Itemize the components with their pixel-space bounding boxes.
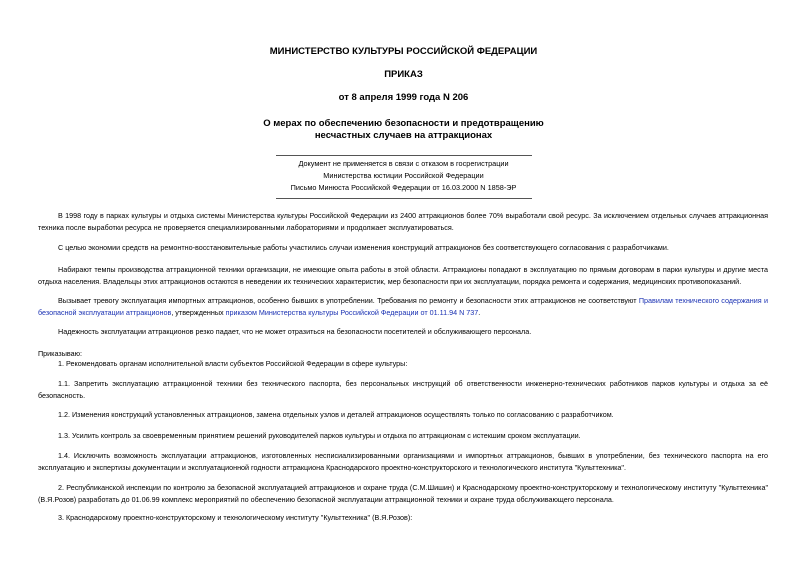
note-line-3: Письмо Минюста Российской Федерации от 16.03.2000 N 1858-ЭР bbox=[290, 183, 517, 192]
item-1: 1. Рекомендовать органам исполнительной власти субъектов Российской Федерации в сфере культуры: bbox=[58, 359, 408, 368]
item-1-2: 1.2. Изменения конструкций установленных аттракционов, замена отдельных узлов и деталей аттракционов осуществлять только по согласованию с разработчиком. bbox=[58, 410, 614, 419]
item-2: 2. Республиканской инспекции по контролю за безопасной эксплуатацией аттракционов и охране труда (С.М.Шишин) и Краснодарскому проектно-конструкторскому и технологическому институту "Культтехника" (В.Я.Розов) разработать до 01.06.99 комплекс мероприятий по обеспечению безопасной эксплуатации аттракционной техники и охране труда обслуживающего персонала. bbox=[38, 483, 768, 504]
note-line-2: Министерства юстиции Российской Федерации bbox=[323, 171, 484, 180]
date-number-heading: от 8 апреля 1999 года N 206 bbox=[338, 92, 469, 103]
ministry-heading: МИНИСТЕРСТВО КУЛЬТУРЫ РОССИЙСКОЙ ФЕДЕРАЦИИ bbox=[269, 46, 538, 57]
note-bottom-rule bbox=[276, 198, 532, 199]
title-line-2: несчастных случаев на аттракционах bbox=[314, 130, 493, 141]
doc-type-heading: ПРИКАЗ bbox=[384, 69, 423, 80]
imports-text-a: Вызывает тревогу эксплуатация импортных аттракционов, особенно бывших в употреблении. Требования по ремонту и безопасности этих аттракционов не соответствуют bbox=[58, 296, 639, 305]
item-1-1: 1.1. Запретить эксплуатацию аттракционной техники без технического паспорта, без персональных инструкций об ответственности инженерно-технических работников парков культуры и отдыха за её безопасность. bbox=[38, 379, 768, 400]
note-line-1: Документ не применяется в связи с отказом в госрегистрации bbox=[298, 159, 509, 168]
item-3: 3. Краснодарскому проектно-конструкторскому и технологическому институту "Культтехника" (В.Я.Розов): bbox=[58, 513, 413, 522]
paragraph-resource: В 1998 году в парках культуры и отдыха системы Министерства культуры Российской Федерации из 2400 аттракционов более 70% выработали свой ресурс. За исключением отдельных случаев аттракционная техника после выработки ресурса не проверяется специализированными лабораториями и продолжает эксплуатироваться. bbox=[38, 211, 768, 232]
note-top-rule bbox=[276, 155, 532, 156]
rules-link[interactable]: Правилам технического содержания и безопасной эксплуатации аттракционов bbox=[38, 296, 768, 317]
paragraph-economy: С целью экономии средств на ремонтно-восстановительные работы участились случаи изменения конструкций аттракционов без соответствующего согласования с разработчиками. bbox=[58, 243, 669, 252]
item-1-3: 1.3. Усилить контроль за своевременным принятием решений руководителей парков культуры и отдыха по аттракционам с истекшим сроком эксплуатации. bbox=[58, 431, 581, 440]
item-1-4: 1.4. Исключить возможность эксплуатации аттракционов, изготовленных несписиализированными организациями и импортных аттракционов, бывших в употреблении, без технического паспорта на его эксплуатацию и экспертизы документации и эксплуатационной годности аттракциона Краснодарского проектно-конструкторского и технологического института "Культтехника". bbox=[38, 451, 768, 472]
paragraph-reliability: Надежность эксплуатации аттракционов резко падает, что не может отразиться на безопасности посетителей и обслуживающего персонала. bbox=[58, 327, 532, 336]
paragraph-production: Набирают темпы производства аттракционной техники организации, не имеющие опыта работы в этой области. Аттракционы попадают в эксплуатацию по прямым договорам в парки культуры и другие места отдыха населения. Владельцы этих аттракционов остаются в неведении их технических характеристик, мер безопасности при их эксплуатации, порядка ремонта и содержания, медицинских противопоказаний. bbox=[38, 265, 768, 286]
paragraph-imports bbox=[38, 295, 768, 319]
title-line-1: О мерах по обеспечению безопасности и предотвращению bbox=[263, 118, 544, 129]
imports-text-c: . bbox=[478, 308, 481, 317]
order-737-link[interactable]: приказом Министерства культуры Российской Федерации от 01.11.94 N 737 bbox=[225, 308, 479, 317]
imports-text-b: , утвержденных bbox=[171, 308, 226, 317]
orders-heading: Приказываю: bbox=[38, 349, 82, 358]
